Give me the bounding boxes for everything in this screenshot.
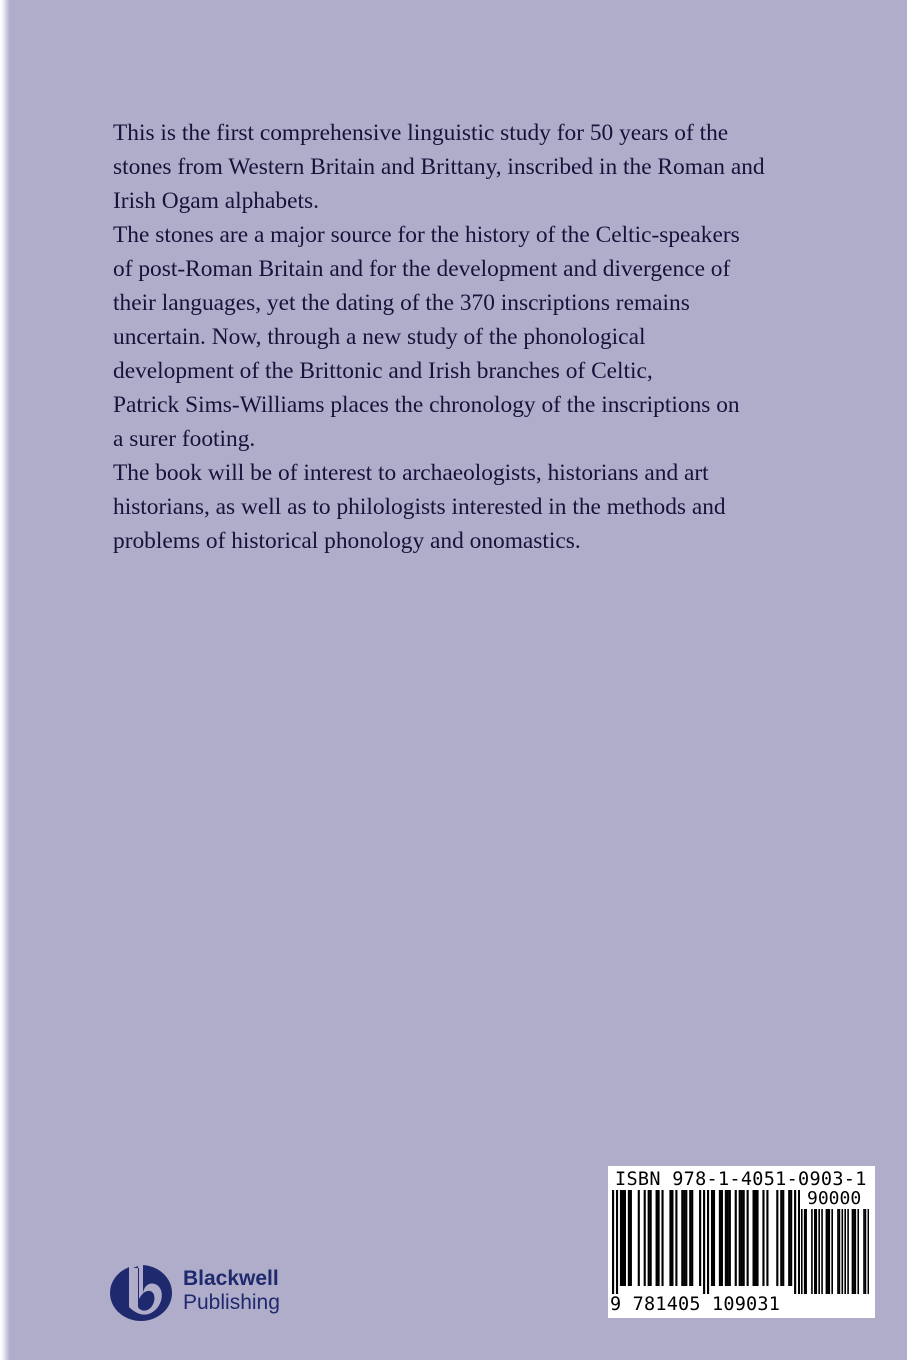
blurb-line: their languages, yet the dating of the 370 inscriptions remains bbox=[113, 290, 690, 316]
addon-barcode-bar bbox=[853, 1209, 855, 1294]
blurb-line: stones from Western Britain and Brittany, inscribed in the Roman and bbox=[113, 154, 765, 180]
addon-barcode-bar bbox=[831, 1209, 833, 1294]
isbn-text: ISBN 978-1-4051-0903-1 bbox=[615, 1169, 867, 1190]
blurb-line: development of the Brittonic and Irish branches of Celtic, bbox=[113, 358, 653, 384]
addon-barcode-bar bbox=[804, 1209, 806, 1294]
barcode-bar bbox=[739, 1190, 741, 1286]
addon-barcode-bar bbox=[839, 1209, 841, 1294]
barcode-bar bbox=[754, 1190, 756, 1286]
barcode-bar bbox=[725, 1190, 727, 1286]
barcode-bar bbox=[661, 1190, 663, 1286]
addon-barcode-bar bbox=[805, 1209, 807, 1294]
blurb-paragraph-1 bbox=[113, 116, 863, 218]
barcode-bar bbox=[719, 1190, 721, 1286]
isbn-barcode bbox=[608, 1166, 875, 1318]
barcode-bar bbox=[699, 1190, 701, 1286]
spine-edge bbox=[0, 0, 10, 1360]
barcode-bar bbox=[756, 1190, 758, 1286]
addon-barcode-bar bbox=[855, 1209, 857, 1294]
addon-barcode-bar bbox=[865, 1209, 867, 1294]
barcode-bar bbox=[762, 1190, 764, 1286]
blurb-line: uncertain. Now, through a new study of the phonological bbox=[113, 324, 646, 350]
addon-barcode-bar bbox=[818, 1209, 820, 1294]
addon-barcode-bar bbox=[801, 1209, 803, 1294]
barcode-bar bbox=[622, 1190, 624, 1286]
barcode-bar bbox=[648, 1190, 650, 1286]
barcode-bar bbox=[644, 1190, 646, 1286]
barcode-bar bbox=[691, 1190, 693, 1286]
barcode-bar bbox=[620, 1190, 622, 1286]
barcode-bar bbox=[790, 1190, 792, 1286]
barcode-bar bbox=[638, 1190, 640, 1286]
back-cover-blurb bbox=[113, 116, 863, 558]
addon-barcode-bar bbox=[814, 1209, 816, 1294]
addon-barcode-bar bbox=[827, 1209, 829, 1294]
addon-barcode-bar bbox=[863, 1209, 865, 1294]
barcode-bar bbox=[747, 1190, 749, 1286]
blurb-line: This is the first comprehensive linguistic study for 50 years of the bbox=[113, 120, 729, 146]
barcode-bar bbox=[630, 1190, 632, 1286]
addon-barcode-bar bbox=[826, 1209, 828, 1294]
barcode-bar bbox=[681, 1190, 683, 1286]
barcode-bar bbox=[685, 1190, 687, 1286]
blurb-line: a surer footing. bbox=[113, 426, 256, 452]
addon-barcode-bar bbox=[821, 1209, 823, 1294]
barcode-bar bbox=[780, 1190, 782, 1286]
publisher-name-line1: Blackwell bbox=[183, 1267, 279, 1290]
addon-barcode-bars bbox=[801, 1209, 869, 1294]
barcode-bar bbox=[616, 1190, 618, 1294]
barcode-bar bbox=[776, 1190, 778, 1286]
barcode-bar bbox=[727, 1190, 729, 1286]
addon-barcode-bar bbox=[811, 1209, 813, 1294]
addon-barcode-bar bbox=[857, 1209, 859, 1294]
publisher-name-line2: Publishing bbox=[183, 1291, 280, 1314]
blurb-line: The book will be of interest to archaeologists, historians and art bbox=[113, 460, 709, 486]
barcode-bar bbox=[628, 1190, 630, 1286]
barcode-bar bbox=[675, 1190, 677, 1286]
publisher-name bbox=[183, 1267, 280, 1315]
barcode-bar bbox=[766, 1190, 768, 1286]
blackwell-b-logo-icon bbox=[107, 1255, 179, 1327]
barcode-bar bbox=[798, 1190, 800, 1294]
barcode-bar bbox=[788, 1190, 790, 1286]
addon-barcode-bar bbox=[815, 1209, 817, 1294]
barcode-bar bbox=[782, 1190, 784, 1286]
addon-barcode-bar bbox=[852, 1209, 854, 1294]
barcode-bar bbox=[612, 1190, 614, 1294]
barcode-bar bbox=[669, 1190, 671, 1286]
barcode-bar bbox=[650, 1190, 652, 1286]
barcode-bar bbox=[689, 1190, 691, 1286]
blurb-paragraph-2 bbox=[113, 218, 863, 456]
barcode-bar bbox=[721, 1190, 723, 1286]
blurb-line: historians, as well as to philologists interested in the methods and bbox=[113, 494, 726, 520]
barcode-bar bbox=[741, 1190, 743, 1286]
barcode-bar bbox=[794, 1190, 796, 1294]
blurb-line: Patrick Sims-Williams places the chronology of the inscriptions on bbox=[113, 392, 740, 418]
blurb-line: problems of historical phonology and onomastics. bbox=[113, 528, 581, 554]
barcode-bar bbox=[707, 1190, 709, 1294]
barcode-bar bbox=[658, 1190, 660, 1286]
barcode-bar bbox=[735, 1190, 737, 1286]
barcode-bar bbox=[713, 1190, 715, 1286]
barcode-bar bbox=[711, 1190, 713, 1286]
addon-barcode-bar bbox=[868, 1209, 869, 1294]
barcode-bar bbox=[624, 1190, 626, 1286]
ean-digits-text: 9 781405 109031 bbox=[610, 1294, 781, 1315]
addon-barcode-bar bbox=[847, 1209, 849, 1294]
price-code-text: 90000 bbox=[807, 1188, 862, 1209]
blurb-paragraph-3 bbox=[113, 456, 863, 558]
addon-barcode-bar bbox=[842, 1209, 844, 1294]
addon-barcode-bar bbox=[837, 1209, 839, 1294]
blurb-line: Irish Ogam alphabets. bbox=[113, 188, 319, 214]
barcode-bar bbox=[671, 1190, 673, 1286]
ean-barcode-bars bbox=[612, 1190, 800, 1294]
blurb-line: The stones are a major source for the history of the Celtic-speakers bbox=[113, 222, 740, 248]
addon-barcode-bar bbox=[828, 1209, 830, 1294]
publisher-logo bbox=[107, 1255, 307, 1327]
barcode-bar bbox=[656, 1190, 658, 1286]
addon-barcode-bar bbox=[844, 1209, 846, 1294]
blurb-line: of post-Roman Britain and for the development and divergence of bbox=[113, 256, 731, 282]
barcode-bar bbox=[683, 1190, 685, 1286]
barcode-bar bbox=[743, 1190, 745, 1286]
barcode-bar bbox=[703, 1190, 705, 1294]
barcode-bar bbox=[753, 1190, 755, 1286]
barcode-bar bbox=[729, 1190, 731, 1286]
